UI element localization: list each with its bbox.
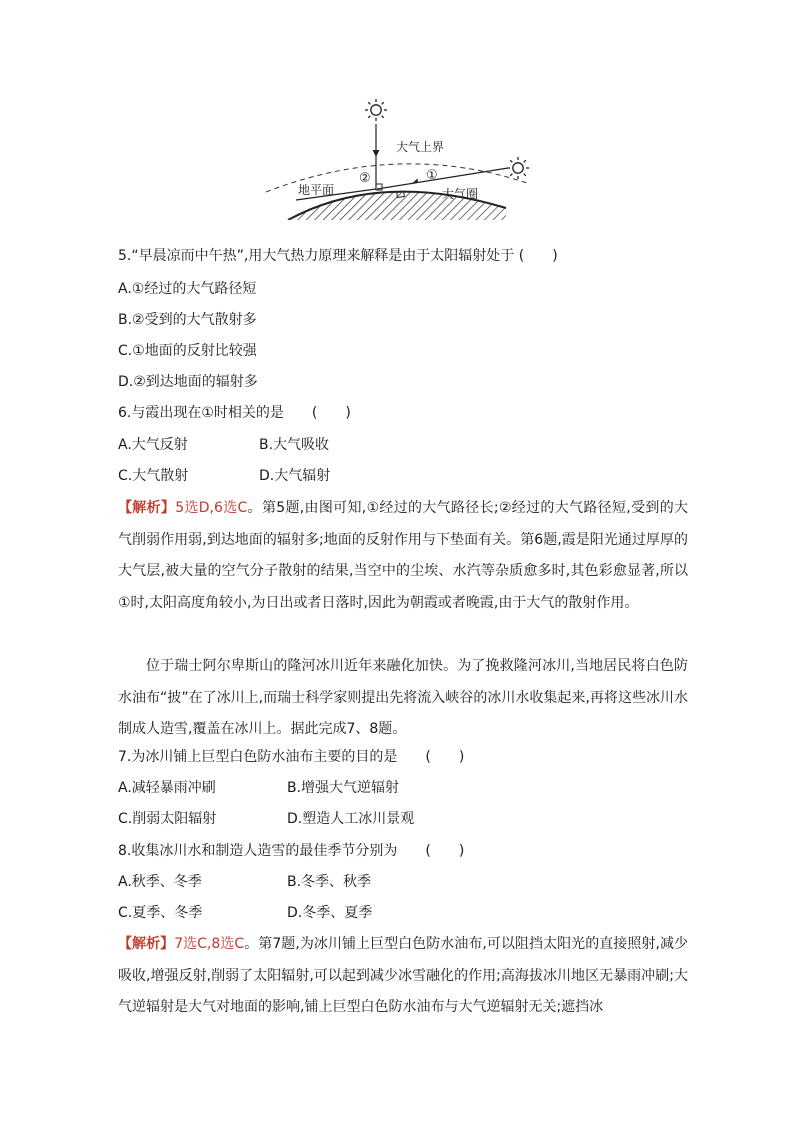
q8-option-d: D.冬季、夏季 [287, 905, 373, 921]
question-5-stem: 5.“早晨凉而中午热”,用大气热力原理来解释是由于太阳辐射处于 ( ) [118, 248, 558, 264]
question-7-stem: 7.为冰川铺上巨型白色防水油布主要的目的是 ( ) [118, 749, 465, 765]
question-6-stem: 6.与霞出现在①时相关的是 ( ) [118, 405, 351, 421]
analysis-answer: 5选D,6选C [175, 500, 248, 516]
q8-option-c: C.夏季、冬季 [118, 905, 203, 921]
label-horizon: 地平面 [298, 183, 335, 197]
q7-option-d: D.塑造人工冰川景观 [287, 811, 415, 827]
marker-1: ① [426, 168, 438, 183]
q8-option-b: B.冬季、秋季 [287, 874, 372, 890]
sun-icon [507, 157, 529, 179]
q5-option-d: D.②到达地面的辐射多 [118, 374, 258, 390]
q6-option-c: C.大气散射 [118, 468, 189, 484]
analysis-5-6 [118, 493, 688, 619]
atmosphere-diagram [260, 96, 540, 220]
q7-option-c: C.削弱太阳辐射 [118, 811, 217, 827]
q5-option-b: B.②受到的大气散射多 [118, 312, 257, 328]
q5-option-a: A.①经过的大气路径短 [118, 281, 257, 297]
analysis-tag: 【解析】 [118, 500, 176, 516]
question-8-stem: 8.收集冰川水和制造人造雪的最佳季节分别为 ( ) [118, 843, 465, 859]
q6-option-d: D.大气辐射 [259, 468, 331, 484]
q6-option-a: A.大气反射 [118, 437, 188, 453]
q5-option-c: C.①地面的反射比较强 [118, 343, 257, 359]
analysis-tag: 【解析】 [118, 936, 175, 952]
analysis-7-8 [118, 929, 688, 1024]
q6-option-b: B.大气吸收 [259, 437, 330, 453]
q8-option-a: A.秋季、冬季 [118, 874, 202, 890]
label-top-atmosphere: 大气上界 [396, 140, 445, 154]
material-passage: 位于瑞士阿尔卑斯山的隆河冰川近年来融化加快。为了挽救隆河冰川,当地居民将白色防水油布“披”在了冰川上,而瑞士科学家则提出先将流入峡谷的冰川水收集起来,再将这些冰川水制成人造雪,覆盖在冰川上。据此完成7、8题。 [118, 658, 688, 737]
ray-1 [377, 168, 508, 189]
q7-option-b: B.增强大气逆辐射 [287, 780, 400, 796]
analysis-text: 。第7题,为冰川铺上巨型白色防水油布,可以阻挡太阳光的直接照射,减少吸收,增强反射,削弱了太阳辐射,可以起到减少冰雪融化的作用;高海拔冰川地区无暴雨冲刷;大气逆辐射是大气对地面的影响,铺上巨型白色防水油布与大气逆辐射无关;遮挡冰 [118, 936, 688, 1015]
sun-icon [365, 99, 387, 121]
q7-option-a: A.减轻暴雨冲刷 [118, 780, 216, 796]
analysis-text: 。第5题,由图可知,①经过的大气路径长;②经过的大气路径短,受到的大气削弱作用弱,到达地面的辐射多;地面的反射作用与下垫面有关。第6题,霞是阳光通过厚厚的大气层,被大量的空气分子散射的结果,当空中的尘埃、水汽等杂质愈多时,其色彩愈显著,所以①时,太阳高度角较小,为日出或者日落时,因此为朝霞或者晚霞,由于大气的散射作用。 [118, 500, 689, 611]
analysis-answer: 7选C,8选C [174, 936, 245, 952]
label-atmosphere-circle: 大气圈 [442, 187, 479, 201]
marker-2: ② [359, 171, 371, 186]
